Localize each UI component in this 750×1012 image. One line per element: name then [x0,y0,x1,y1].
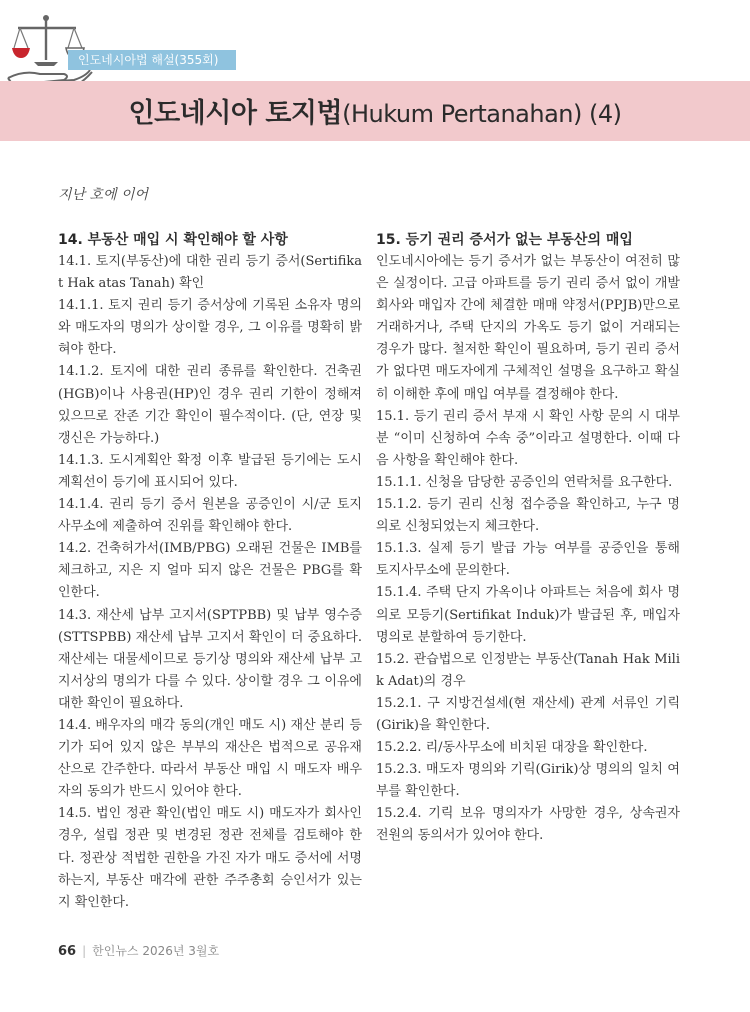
paragraph: 15.1.2. 등기 권리 신청 접수증을 확인하고, 누구 명의로 신청되었는지 체크한다. [376,497,680,535]
publication-name: 한인뉴스 2026년 3월호 [92,944,220,958]
paragraph: 인도네시아에는 등기 증서가 없는 부동산이 여전히 많은 실정이다. 고급 아파트를 등기 권리 증서 없이 개발회사와 매입자 간에 체결한 매매 약정서(PPJB)만으로 거래하거나, 주택 단지의 가옥도 등기 없이 거래되는 경우가 많다. 철저한 확인이 필요하며, 등기 권리 증서가 없다면 매도자에게 구체적인 설명을 요구하고 확실히 이해한 후에 매입 여부를 결정해야 한다. [376,254,680,402]
page-title-latin: (Hukum Pertanahan) (4) [342,100,622,128]
series-tab: 인도네시아법 해설(355회) [68,50,236,70]
intro-text: 지난 호에 이어 [58,187,149,203]
footer-divider: | [82,944,87,958]
paragraph: 14.1.4. 권리 등기 증서 원본을 공증인이 시/군 토지사무소에 제출하여 진위를 확인해야 한다. [58,497,362,535]
section-14-heading: 14. 부동산 매입 시 확인해야 할 사항 [58,232,288,248]
paragraph: 14.5. 법인 정관 확인(법인 매도 시) 매도자가 회사인 경우, 설립 정관 및 변경된 정관 전체를 검토해야 한다. 정관상 적법한 권한을 가진 자가 매도 증서에 서명하는지, 부동산 매각에 관한 주주총회 승인서가 있는지 확인한다. [58,806,362,910]
paragraph: 15.2. 관습법으로 인정받는 부동산(Tanah Hak Milik Adat)의 경우 [376,651,680,689]
paragraph: 15.1. 등기 권리 증서 부재 시 확인 사항 문의 시 대부분 “이미 신청하여 수속 중”이라고 설명한다. 이때 다음 사항을 확인해야 한다. [376,408,680,468]
paragraph: 14.4. 배우자의 매각 동의(개인 매도 시) 재산 분리 등기가 되어 있지 않은 부부의 재산은 법적으로 공유재산으로 간주한다. 따라서 부동산 매입 시 매도자 배우자의 동의가 반드시 있어야 한다. [58,717,362,800]
paragraph: 14.1.2. 토지에 대한 권리 종류를 확인한다. 건축권(HGB)이나 사용권(HP)인 경우 권리 기한이 정해져 있으므로 잔존 기간 확인이 필수적이다. (단, 연장 및 갱신은 가능하다.) [58,364,362,446]
page-footer [58,942,219,959]
page-title [0,91,750,130]
page-number: 66 [58,944,77,959]
paragraph: 15.2.2. 리/동사무소에 비치된 대장을 확인한다. [376,740,648,756]
left-column [58,229,362,914]
paragraph: 15.1.1. 신청을 담당한 공증인의 연락처를 요구한다. [376,474,673,490]
section-15-heading: 15. 등기 권리 증서가 없는 부동산의 매입 [376,232,633,248]
page-title-korean: 인도네시아 토지법 [128,98,343,129]
paragraph: 15.1.4. 주택 단지 가옥이나 아파트는 처음에 회사 명의로 모등기(Sertifikat Induk)가 발급된 후, 매입자 명의로 분할하여 등기한다. [376,585,680,645]
paragraph: 15.2.3. 매도자 명의와 기릭(Girik)상 명의의 일치 여부를 확인한다. [376,762,680,800]
paragraph: 15.2.1. 구 지방건설세(현 재산세) 관계 서류인 기릭(Girik)을 확인한다. [376,695,680,733]
paragraph: 14.1.3. 도시계획안 확정 이후 발급된 등기에는 도시계획선이 등기에 표시되어 있다. [58,452,362,490]
paragraph: 14.1.1. 토지 권리 등기 증서상에 기록된 소유자 명의와 매도자의 명의가 상이할 경우, 그 이유를 명확히 밝혀야 한다. [58,298,362,358]
paragraph: 15.2.4. 기릭 보유 명의자가 사망한 경우, 상속권자 전원의 동의서가 있어야 한다. [376,806,680,844]
paragraph: 14.3. 재산세 납부 고지서(SPTPBB) 및 납부 영수증(STTSPBB) 재산세 납부 고지서 확인이 더 중요하다. 재산세는 대물세이므로 등기상 명의와 재산세 납부 고지서상의 명의가 다를 수 있다. 상이할 경우 그 이유에 대한 확인이 필요하다. [58,607,362,711]
paragraph: 14.2. 건축허가서(IMB/PBG) 오래된 건물은 IMB를 체크하고, 지은 지 얼마 되지 않은 건물은 PBG를 확인한다. [58,541,362,601]
paragraph: 15.1.3. 실제 등기 발급 가능 여부를 공증인을 통해 토지사무소에 문의한다. [376,541,680,579]
right-column [376,229,680,848]
paragraph: 14.1. 토지(부동산)에 대한 권리 등기 증서(Sertifikat Hak atas Tanah) 확인 [58,254,362,292]
